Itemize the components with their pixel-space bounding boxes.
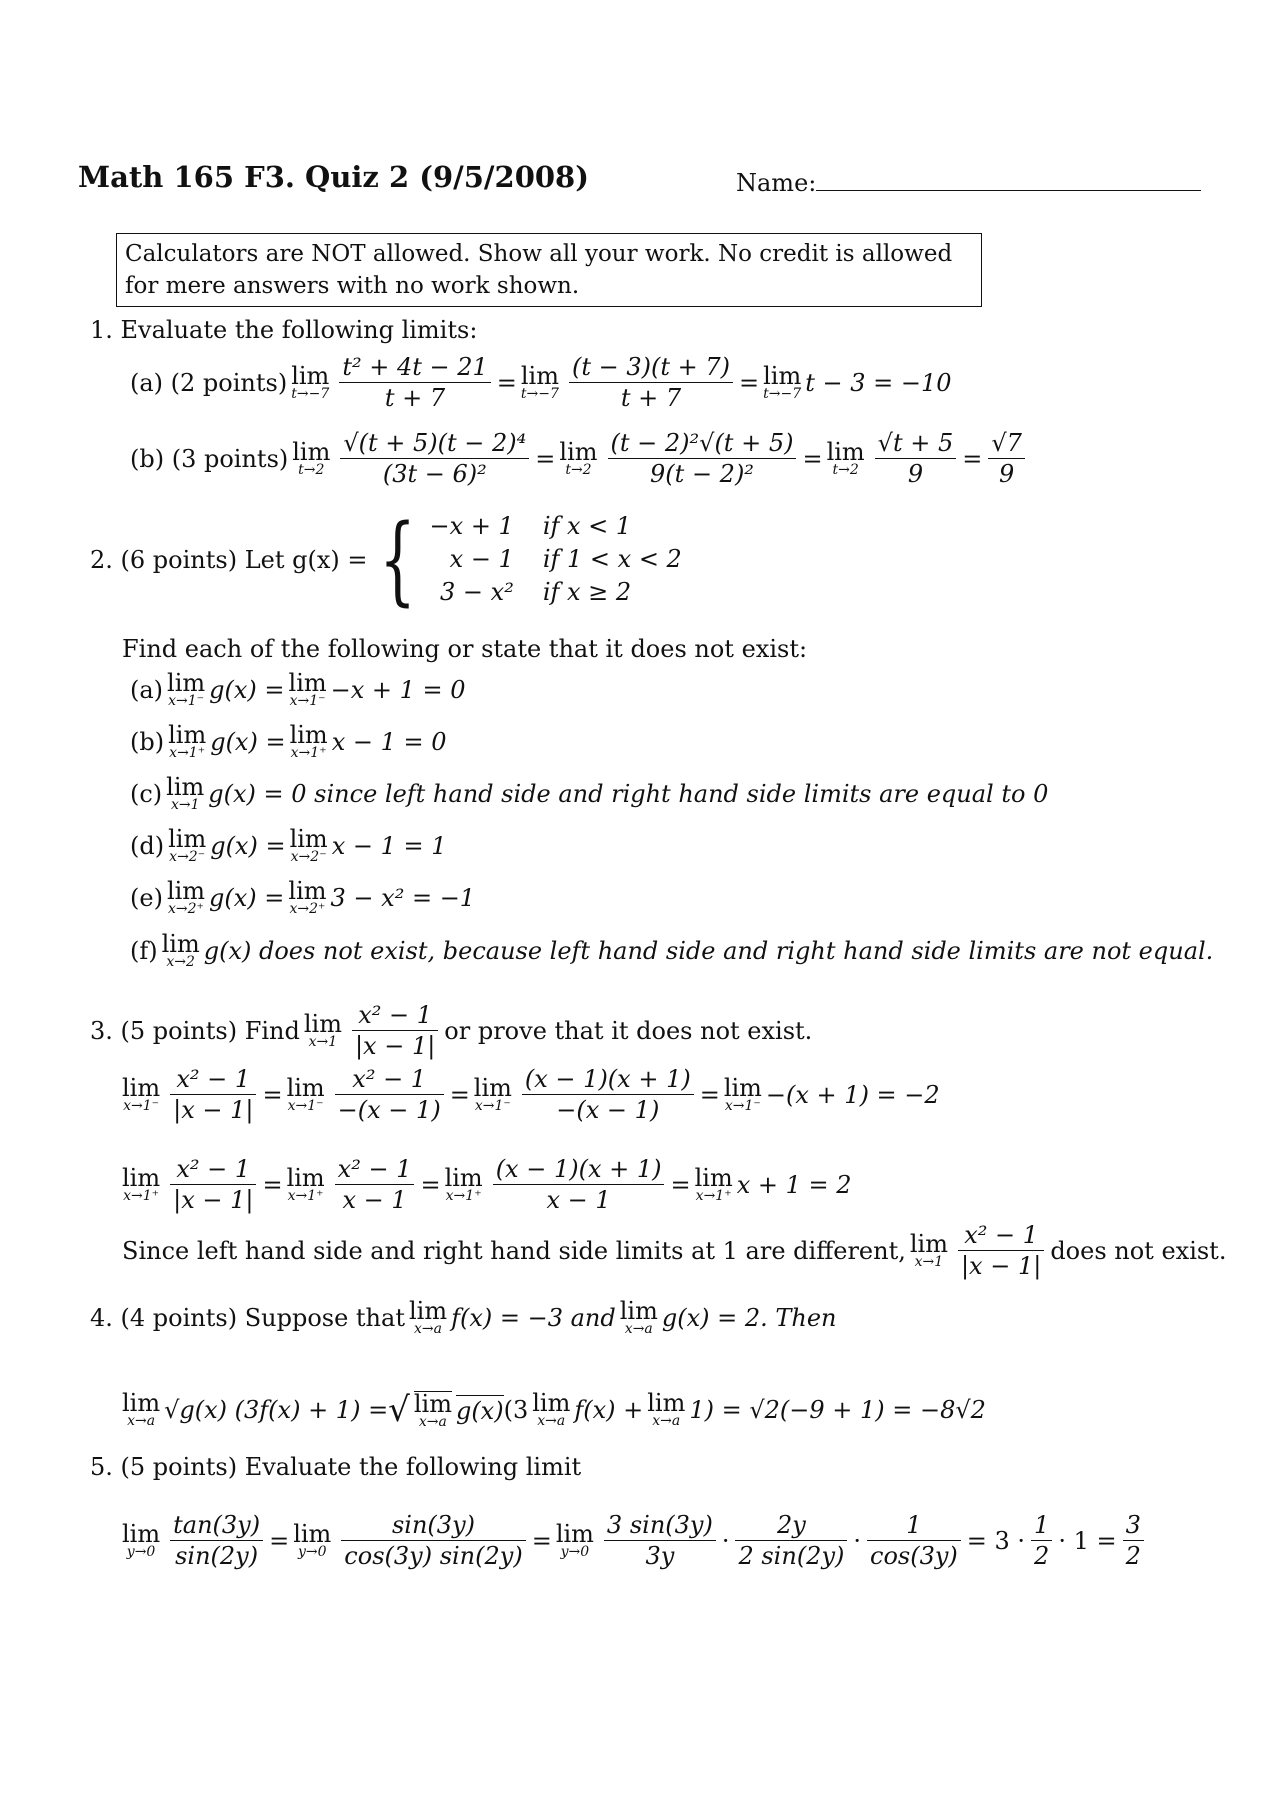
q3-left-frac3: $\frac{(x - 1)(x + 1)}{-(x - 1)}$ <box>522 1064 694 1125</box>
q3-left-eq1: = <box>262 1080 283 1109</box>
q5-work <box>118 1510 1150 1571</box>
q3-right-lim1: lim x→1⁺ <box>122 1163 161 1204</box>
q3-right-eq3: = <box>670 1170 691 1199</box>
q2-part-lim2: lim x→1⁻ <box>288 669 327 709</box>
q3-left-frac1: $\frac{\text{x² − 1}}{|x - 1|}$ <box>170 1064 256 1125</box>
q2-case-cond: if 1 < x < 2 <box>542 545 682 573</box>
q2-case-expr: −x + 1 <box>429 512 514 540</box>
q4-paren: (3 <box>503 1396 529 1424</box>
q3-right-frac3: $\frac{(x - 1)(x + 1)}{x - 1}$ <box>493 1154 665 1215</box>
q3-left-lim1: lim x→1⁻ <box>122 1073 161 1114</box>
q2-part-label: (b) <box>130 728 165 756</box>
q2-part-expr: g(x) = <box>210 728 286 756</box>
q2-part-expr: g(x) = <box>209 884 285 912</box>
q2-case-expr: 3 − x² <box>440 578 514 606</box>
q5-frac6: $\frac{1}{2}$ <box>1031 1510 1052 1571</box>
q2-case-cond: if x ≥ 2 <box>542 578 632 606</box>
q2-part-rest: −x + 1 = 0 <box>330 676 466 704</box>
q1b-label: (b) (3 points) <box>130 444 289 473</box>
q1b-lim3: lim t→2 <box>826 437 865 478</box>
q5-eq1: = <box>269 1526 290 1555</box>
q1b-eq1: = <box>535 444 556 473</box>
q1b-eq2: = <box>802 444 823 473</box>
q3-conclusion-tail: does not exist. <box>1050 1236 1227 1265</box>
q3-conclusion <box>122 1220 1226 1281</box>
q2-part-lim: lim x→2⁻ <box>168 825 207 865</box>
q1a-eq1: = <box>496 368 517 397</box>
q2-part-label: (c) <box>130 780 163 808</box>
q1b-lim1: lim t→2 <box>292 437 331 478</box>
q2-case-expr: x − 1 <box>449 545 514 573</box>
q2-part-expr: g(x) = <box>210 832 286 860</box>
q5-frac2: $\frac{\sin(3y)}{\cos(3y) \sin(2y)}$ <box>341 1510 525 1571</box>
q2-part <box>130 930 1214 970</box>
page-title: Math 165 F3. Quiz 2 (9/5/2008) <box>78 160 589 194</box>
q2-part <box>130 825 447 865</box>
name-field[interactable] <box>736 166 1201 197</box>
q2-part-expr: g(x) = 0 since left hand side and right hand side limits are equal to 0 <box>208 780 1049 808</box>
q5-lim3: lim y→0 <box>555 1519 594 1560</box>
q1a-eq2: = <box>739 368 760 397</box>
q4-lim-g: lim x→a <box>619 1297 658 1337</box>
q2-find: Find each of the following or state that it does not exist: <box>122 635 808 663</box>
q5-frac5: $\frac{1}{\cos(3y)}$ <box>867 1510 961 1571</box>
q4-f-part: f(x) = −3 and <box>451 1304 616 1332</box>
q3-conclusion-lim: lim x→1 <box>909 1229 948 1270</box>
q2-part-lim: lim x→1⁺ <box>168 721 207 761</box>
q1-stem: 1. Evaluate the following limits: <box>90 316 478 344</box>
q2-part-lim: lim x→2⁺ <box>166 877 206 917</box>
q4-work <box>118 1390 986 1430</box>
q5-lim1: lim y→0 <box>122 1519 161 1560</box>
q4-lim-f: lim x→a <box>408 1297 448 1337</box>
q2-part-expr: g(x) does not exist, because left hand side and right hand side limits are not equal. <box>203 937 1214 965</box>
name-line <box>816 166 1201 191</box>
q1b-lim2: lim t→2 <box>559 437 598 478</box>
q2-part-expr: g(x) = <box>209 676 285 704</box>
q3-left-eq2: = <box>449 1080 470 1109</box>
q1b-frac3: $\frac{√t + 5}{9}$ <box>875 428 957 489</box>
q3-stem-row <box>90 1000 812 1061</box>
q3-conclusion-text: Since left hand side and right hand side limits at 1 are different, <box>122 1236 906 1265</box>
q4-work-lim3: lim x→a <box>532 1389 571 1429</box>
q1a-label: (a) (2 points) <box>130 368 288 397</box>
q3-left-lim3: lim x→1⁻ <box>473 1073 512 1114</box>
q1b-eq3: = <box>962 444 983 473</box>
q3-stem-lim: lim x→1 <box>303 1009 342 1050</box>
q3-right-tail: x + 1 = 2 <box>736 1170 852 1199</box>
q3-left <box>118 1064 940 1125</box>
q3-stem: 3. (5 points) Find <box>90 1016 300 1045</box>
q4-lhs: √g(x) (3f(x) + 1) = <box>164 1396 389 1424</box>
q1b-frac4: $\frac{√7}{9}$ <box>988 428 1025 489</box>
q3-left-frac2: $\frac{\text{x² − 1}}{-(x - 1)}$ <box>335 1064 444 1125</box>
q3-right-lim3: lim x→1⁺ <box>444 1163 483 1204</box>
q2-part <box>130 669 466 709</box>
q2-brace: { <box>379 503 417 616</box>
q2-part-lim: lim x→1⁻ <box>167 669 206 709</box>
q1a <box>130 352 952 413</box>
q3-stem-tail: or prove that it does not exist. <box>444 1016 813 1045</box>
q3-left-tail: −(x + 1) = −2 <box>765 1080 940 1109</box>
q1b-frac1: $\frac{\text{√(t + 5)(t − 2)⁴}}{\text{(3t − 6)²}}$ <box>340 428 529 489</box>
q1b-frac2: $\frac{\text{(t − 2)²√(t + 5)}}{\text{9(t − 2)²}}$ <box>608 428 797 489</box>
q2-part <box>130 721 447 761</box>
q2-part-lim2: lim x→2⁻ <box>289 825 328 865</box>
q5-frac4: $\frac{2y}{2 \sin(2y)}$ <box>735 1510 847 1571</box>
q5-mid: = 3 · <box>966 1526 1026 1555</box>
q4-g-term: g(x) <box>455 1397 504 1425</box>
q3-left-eq3: = <box>699 1080 720 1109</box>
q2-part-label: (e) <box>130 884 163 912</box>
q4-sqrt-sign: √ <box>388 1390 410 1430</box>
q2-cases <box>429 510 683 609</box>
q5-eq2: = <box>531 1526 552 1555</box>
q1a-lim1: lim t→−7 <box>291 361 330 402</box>
q3-left-lim2: lim x→1⁻ <box>286 1073 325 1114</box>
q4-f-term: f(x) + <box>574 1396 644 1424</box>
q1a-frac1: $\frac{\text{t² + 4t − 21}}{t + 7}$ <box>339 352 490 413</box>
name-label: Name: <box>736 169 817 197</box>
q2-part-label: (d) <box>130 832 165 860</box>
q2-case-cond: if x < 1 <box>542 512 632 540</box>
q3-stem-frac: $\frac{\text{x² − 1}}{|x - 1|}$ <box>352 1000 438 1061</box>
q2-part-lim2: lim x→2⁺ <box>288 877 327 917</box>
q3-right <box>118 1154 852 1215</box>
q5-frac3: $\frac{3 \sin(3y)}{3y}$ <box>604 1510 716 1571</box>
q5-frac7: $\frac{3}{2}$ <box>1123 1510 1144 1571</box>
q2-part-lim: lim x→1 <box>166 773 205 813</box>
q2-part-rest: 3 − x² = −1 <box>330 884 476 912</box>
q3-right-frac1: $\frac{\text{x² − 1}}{|x - 1|}$ <box>170 1154 256 1215</box>
q2-def <box>90 503 683 616</box>
q1a-lim3: lim t→−7 <box>763 361 802 402</box>
q2-part-rest: x − 1 = 1 <box>331 832 447 860</box>
q1b <box>130 428 1031 489</box>
q2-part <box>130 877 476 917</box>
q2-part-lim: lim x→2 <box>161 930 200 970</box>
q3-left-lim4: lim x→1⁻ <box>723 1073 762 1114</box>
q3-right-frac2: $\frac{\text{x² − 1}}{x - 1}$ <box>335 1154 415 1215</box>
q4-stem-row <box>90 1297 837 1337</box>
q1a-tail: t − 3 = −10 <box>805 368 952 397</box>
q4-work-lim1: lim x→a <box>122 1389 161 1429</box>
q2-part-label: (f) <box>130 937 158 965</box>
q2-part-rest: x − 1 = 0 <box>331 728 447 756</box>
q2-part <box>130 773 1049 813</box>
q3-right-lim2: lim x→1⁺ <box>286 1163 325 1204</box>
q3-conclusion-frac: $\frac{\text{x² − 1}}{|x - 1|}$ <box>958 1220 1044 1281</box>
instructions-box <box>116 233 982 307</box>
instructions-text: Calculators are NOT allowed. Show all your work. No credit is allowed for mere answers with no work shown. <box>125 241 953 299</box>
q4-result: 1) = √2(−9 + 1) = −8√2 <box>689 1396 986 1424</box>
q2-stem: 2. (6 points) Let g(x) = <box>90 545 368 574</box>
q4-stem: 4. (4 points) Suppose that <box>90 1304 405 1332</box>
q5-dot2: · <box>853 1526 862 1555</box>
q5-lim2: lim y→0 <box>293 1519 332 1560</box>
q5-stem: 5. (5 points) Evaluate the following limit <box>90 1453 582 1481</box>
q4-g-part: g(x) = 2. Then <box>661 1304 837 1332</box>
q5-dot1: · <box>721 1526 730 1555</box>
q1a-frac2: $\frac{(t - 3)(t + 7)}{t + 7}$ <box>569 352 733 413</box>
q3-right-eq2: = <box>420 1170 441 1199</box>
q1a-lim2: lim t→−7 <box>520 361 559 402</box>
q5-frac1: $\frac{\tan(3y)}{\sin(2y)}$ <box>170 1510 263 1571</box>
q5-mid2: · 1 = <box>1058 1526 1117 1555</box>
q3-right-lim4: lim x→1⁺ <box>694 1163 733 1204</box>
q2-part-label: (a) <box>130 676 164 704</box>
q2-part-lim2: lim x→1⁺ <box>289 721 328 761</box>
q4-work-lim4: lim x→a <box>647 1389 686 1429</box>
q4-work-lim2: lim x→a <box>413 1390 452 1430</box>
q3-right-eq1: = <box>262 1170 283 1199</box>
